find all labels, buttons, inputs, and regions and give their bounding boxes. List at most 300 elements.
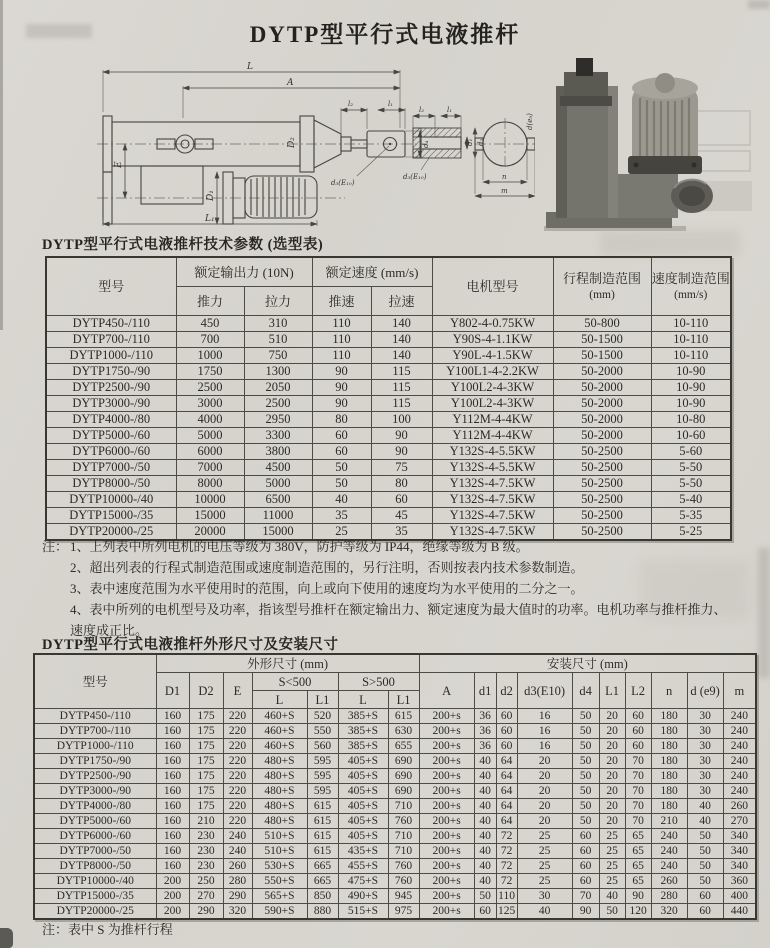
value-cell: 320 [651,904,687,920]
value-cell: 20 [599,814,625,829]
value-cell: 30 [687,724,723,739]
value-cell: 20 [517,814,572,829]
value-cell: 515+S [338,904,388,920]
stroke-range-label: 行程制造范围 [563,270,642,286]
col-header-L-gt: L [338,691,388,709]
value-cell: 760 [388,874,419,889]
value-cell: 140 [371,332,432,348]
col-header-D2: D2 [189,673,223,709]
value-cell: 25 [517,859,572,874]
value-cell: 210 [189,814,223,829]
value-cell: 10-60 [651,428,731,444]
value-cell: 565+S [252,889,307,904]
value-cell: 110 [312,316,371,332]
value-cell: 480+S [252,784,307,799]
value-cell: 405+S [338,769,388,784]
value-cell: 710 [388,829,419,844]
value-cell: 3300 [244,428,312,444]
table-row [46,348,731,364]
value-cell: 64 [496,754,517,769]
value-cell: 64 [496,814,517,829]
value-cell: 220 [223,769,252,784]
col-header-rated-force: 额定输出力 (10N) [176,257,312,287]
technical-drawing [95,58,535,230]
notes-prefix: 注： [42,539,69,554]
value-cell: 210 [651,814,687,829]
value-cell: 230 [189,844,223,859]
value-cell: 5-60 [651,444,731,460]
value-cell: 260 [723,799,756,814]
value-cell: 200+s [419,814,474,829]
section-label-l2: l₂ [419,106,425,114]
model-cell: DYTP1750-/90 [34,754,156,769]
value-cell: 160 [156,739,189,754]
page-title: DYTP型平行式电液推杆 [249,22,521,47]
value-cell: 180 [651,724,687,739]
value-cell: 270 [189,889,223,904]
model-cell: DYTP5000-/60 [46,428,176,444]
value-cell: 2950 [244,412,312,428]
value-cell: 5-40 [651,492,731,508]
trunnion-detail [475,113,535,196]
value-cell: 6000 [176,444,244,460]
value-cell: 90 [371,428,432,444]
dim-label-d3: d₃(E₁₀) [331,179,355,187]
value-cell: 45 [371,508,432,524]
value-cell: 750 [244,348,312,364]
col-header-model: 型号 [46,257,176,316]
value-cell: 460+S [252,739,307,754]
table-row [46,444,731,460]
table-row [34,889,756,904]
value-cell: 385+S [338,739,388,754]
value-cell: 5000 [176,428,244,444]
section-label-d2: d₂ [477,138,485,146]
value-cell: 90 [312,364,371,380]
value-cell: 5-35 [651,508,731,524]
value-cell: 200+s [419,859,474,874]
header-row [34,654,756,673]
value-cell: 710 [388,799,419,814]
stroke-note: 注：表中 S 为推杆行程 [42,922,173,937]
value-cell: 690 [388,784,419,799]
value-cell: 180 [651,754,687,769]
value-cell: 60 [371,492,432,508]
table-row [34,769,756,784]
model-cell: DYTP700-/110 [34,724,156,739]
value-cell: 560 [307,739,338,754]
value-cell: 50 [687,859,723,874]
value-cell: 480+S [252,814,307,829]
value-cell: 90 [625,889,651,904]
value-cell: 520 [307,709,338,724]
col-header-A: A [419,673,474,709]
value-cell: 50 [312,476,371,492]
value-cell: Y132S-4-7.5KW [432,476,553,492]
value-cell: 40 [687,814,723,829]
value-cell: 40 [517,904,572,920]
value-cell: 50-2500 [553,492,651,508]
value-cell: 140 [371,348,432,364]
value-cell: 15000 [244,524,312,541]
value-cell: 40 [474,844,496,859]
value-cell: 175 [189,784,223,799]
value-cell: 510+S [252,844,307,859]
value-cell: 590+S [252,904,307,920]
value-cell: 30 [687,739,723,754]
model-cell: DYTP1000-/110 [46,348,176,364]
value-cell: 180 [651,799,687,814]
model-cell: DYTP1750-/90 [46,364,176,380]
value-cell: 50-2500 [553,476,651,492]
value-cell: 230 [189,829,223,844]
value-cell: 40 [474,859,496,874]
value-cell: 20 [599,739,625,754]
value-cell: 615 [388,709,419,724]
value-cell: 200 [156,874,189,889]
col-header-L-lt: L [252,691,307,709]
value-cell: 50 [572,769,599,784]
table-row [34,739,756,754]
value-cell: 20 [599,799,625,814]
value-cell: 140 [371,316,432,332]
value-cell: 16 [517,724,572,739]
value-cell: 64 [496,784,517,799]
value-cell: 850 [307,889,338,904]
section-label-d1: d₁ [466,138,474,146]
value-cell: 200+s [419,889,474,904]
value-cell: 615 [307,829,338,844]
value-cell: Y132S-4-5.5KW [432,460,553,476]
value-cell: 6500 [244,492,312,508]
value-cell: 665 [307,859,338,874]
col-header-d3E10: d3(E10) [517,673,572,709]
value-cell: 260 [223,859,252,874]
value-cell: 50 [572,739,599,754]
value-cell: 5000 [244,476,312,492]
model-cell: DYTP15000-/35 [34,889,156,904]
value-cell: 200+s [419,724,474,739]
value-cell: Y112M-4-4KW [432,428,553,444]
value-cell: 25 [599,844,625,859]
value-cell: 180 [651,709,687,724]
model-cell: DYTP3000-/90 [46,396,176,412]
actuator-photo-shape [544,58,713,231]
value-cell: 115 [371,364,432,380]
value-cell: Y100L1-4-2.2KW [432,364,553,380]
col-header-model: 型号 [34,654,156,709]
value-cell: Y132S-4-7.5KW [432,492,553,508]
value-cell: 4000 [176,412,244,428]
value-cell: 160 [156,784,189,799]
table-row [46,460,731,476]
value-cell: 40 [474,829,496,844]
value-cell: 180 [651,769,687,784]
dim-label-D2: D₂ [287,137,297,148]
value-cell: 690 [388,769,419,784]
value-cell: 690 [388,754,419,769]
value-cell: 385+S [338,724,388,739]
table-row [46,412,731,428]
value-cell: 50 [687,844,723,859]
value-cell: 75 [371,460,432,476]
col-header-speed-range [651,257,731,316]
value-cell: 10-90 [651,396,731,412]
dim-label-l2: l₂ [348,100,354,108]
value-cell: 40 [474,874,496,889]
value-cell: 440 [723,904,756,920]
value-cell: 240 [723,769,756,784]
value-cell: 280 [651,889,687,904]
value-cell: Y132S-4-7.5KW [432,508,553,524]
product-photo-area [540,56,755,234]
value-cell: 20000 [176,524,244,541]
value-cell: 72 [496,844,517,859]
value-cell: 5-50 [651,460,731,476]
col-header-pull-force: 拉力 [244,287,312,316]
value-cell: 90 [312,380,371,396]
value-cell: 200+s [419,844,474,859]
value-cell: 220 [223,784,252,799]
value-cell: 60 [312,428,371,444]
col-header-D1: D1 [156,673,189,709]
section-label-l1: l₁ [447,106,453,114]
model-cell: DYTP2500-/90 [46,380,176,396]
value-cell: 175 [189,739,223,754]
value-cell: 475+S [338,874,388,889]
value-cell: 120 [625,904,651,920]
value-cell: 36 [474,709,496,724]
value-cell: 10-90 [651,364,731,380]
model-cell: DYTP4000-/80 [46,412,176,428]
value-cell: 510 [244,332,312,348]
value-cell: 230 [189,859,223,874]
table-row [34,859,756,874]
scan-edge-artifact [758,548,770,678]
col-header-m: m [723,673,756,709]
model-cell: DYTP450-/110 [46,316,176,332]
value-cell: 160 [156,709,189,724]
value-cell: 40 [312,492,371,508]
value-cell: 50 [572,754,599,769]
value-cell: 25 [517,844,572,859]
dim-label-d4: d₄ [422,140,430,148]
tech-params-table [45,256,732,541]
value-cell: 160 [156,724,189,739]
value-cell: 25 [599,859,625,874]
value-cell: 115 [371,380,432,396]
model-cell: DYTP10000-/40 [34,874,156,889]
value-cell: 160 [156,844,189,859]
table-row [34,709,756,724]
value-cell: 405+S [338,754,388,769]
value-cell: 310 [244,316,312,332]
value-cell: 200 [156,889,189,904]
value-cell: 40 [474,799,496,814]
dim-table-title: DYTP型平行式电液推杆外形尺寸及安装尺寸 [42,637,339,653]
value-cell: 25 [312,524,371,541]
notes-block [42,536,728,641]
motor-ribs [251,177,305,217]
table-row [34,814,756,829]
value-cell: 550+S [252,874,307,889]
value-cell: 36 [474,724,496,739]
model-cell: DYTP5000-/60 [34,814,156,829]
notes-list [42,536,728,641]
value-cell: 460+S [252,709,307,724]
value-cell: 220 [223,814,252,829]
value-cell: 10-110 [651,316,731,332]
note-item: 3、表中速度范围为水平使用时的范围，向上或向下使用的速度均为水平使用的二分之一。 [70,581,584,596]
value-cell: 240 [651,829,687,844]
value-cell: 435+S [338,844,388,859]
value-cell: 615 [307,799,338,814]
value-cell: 200 [156,904,189,920]
value-cell: 180 [651,739,687,754]
table-row [34,784,756,799]
value-cell: Y132S-4-7.5KW [432,524,553,541]
value-cell: 40 [474,754,496,769]
value-cell: 160 [156,814,189,829]
value-cell: 30 [517,889,572,904]
model-cell: DYTP8000-/50 [46,476,176,492]
table-row [46,364,731,380]
value-cell: 30 [687,754,723,769]
value-cell: 60 [496,709,517,724]
tech-table-body [46,316,731,541]
value-cell: 290 [223,889,252,904]
speed-range-unit: (mm/s) [674,288,708,301]
value-cell: 20 [599,754,625,769]
value-cell: 240 [723,709,756,724]
table-row [34,829,756,844]
value-cell: 175 [189,769,223,784]
value-cell: 340 [723,829,756,844]
scan-corner-blob [0,928,13,948]
value-cell: 36 [474,739,496,754]
value-cell: 50 [474,889,496,904]
dim-label-L: L [247,62,253,72]
table-row [46,492,731,508]
value-cell: 655 [388,739,419,754]
value-cell: 160 [156,829,189,844]
scan-edge-artifact [748,0,770,9]
value-cell: 175 [189,724,223,739]
value-cell: 360 [723,874,756,889]
value-cell: 20 [599,709,625,724]
value-cell: 50-2000 [553,396,651,412]
value-cell: 490+S [338,889,388,904]
model-cell: DYTP15000-/35 [46,508,176,524]
value-cell: 405+S [338,829,388,844]
value-cell: 240 [723,784,756,799]
dim-label-L1: L₁ [205,214,215,224]
value-cell: 455+S [338,859,388,874]
value-cell: 480+S [252,754,307,769]
dim-table-body [34,709,756,920]
value-cell: 10-110 [651,332,731,348]
value-cell: 2500 [244,396,312,412]
model-cell: DYTP8000-/50 [34,859,156,874]
value-cell: 240 [223,844,252,859]
value-cell: 10-90 [651,380,731,396]
value-cell: 50 [687,829,723,844]
value-cell: 50-2500 [553,460,651,476]
value-cell: 200+s [419,709,474,724]
value-cell: 1300 [244,364,312,380]
value-cell: 65 [625,859,651,874]
value-cell: 50-1500 [553,348,651,364]
value-cell: 3800 [244,444,312,460]
value-cell: 30 [687,709,723,724]
value-cell: 340 [723,859,756,874]
value-cell: 60 [572,844,599,859]
value-cell: 60 [312,444,371,460]
value-cell: 50-2000 [553,428,651,444]
value-cell: Y100L2-4-3KW [432,396,553,412]
value-cell: 760 [388,859,419,874]
value-cell: 35 [312,508,371,524]
value-cell: 25 [517,829,572,844]
value-cell: 20 [517,769,572,784]
value-cell: 50 [572,799,599,814]
value-cell: 10-110 [651,348,731,364]
value-cell: 595 [307,769,338,784]
value-cell: 64 [496,799,517,814]
note-item: 1、上列表中所列电机的电压等级为 380V，防护等级为 IP44，绝缘等级为 B 级。 [70,539,529,554]
value-cell: 65 [625,874,651,889]
col-header-E: E [223,673,252,709]
value-cell: 530+S [252,859,307,874]
value-cell: 240 [651,859,687,874]
value-cell: 80 [312,412,371,428]
value-cell: 880 [307,904,338,920]
col-header-push-speed: 推速 [312,287,371,316]
col-header-n: n [651,673,687,709]
value-cell: 60 [474,904,496,920]
value-cell: 10000 [176,492,244,508]
value-cell: 60 [572,859,599,874]
value-cell: 240 [223,829,252,844]
value-cell: 70 [625,799,651,814]
value-cell: 72 [496,829,517,844]
joint-label-de9: d(e₉) [526,113,534,130]
value-cell: 460+S [252,724,307,739]
value-cell: 70 [572,889,599,904]
bushing-section-detail [403,106,485,181]
value-cell: 450 [176,316,244,332]
value-cell: 125 [497,905,516,917]
value-cell: 700 [176,332,244,348]
value-cell: 400 [723,889,756,904]
value-cell: 16 [517,709,572,724]
col-header-de9: d (e9) [687,673,723,709]
value-cell: 60 [572,874,599,889]
value-cell: 180 [651,784,687,799]
value-cell: 65 [625,829,651,844]
value-cell: 175 [189,799,223,814]
value-cell: 175 [189,709,223,724]
value-cell: 115 [371,396,432,412]
value-cell: 595 [307,784,338,799]
table-row [34,724,756,739]
model-cell: DYTP4000-/80 [34,799,156,814]
value-cell: 2050 [244,380,312,396]
model-cell: DYTP6000-/60 [34,829,156,844]
model-cell: DYTP20000-/25 [34,904,156,920]
value-cell: 160 [156,769,189,784]
value-cell: 200+s [419,904,474,920]
